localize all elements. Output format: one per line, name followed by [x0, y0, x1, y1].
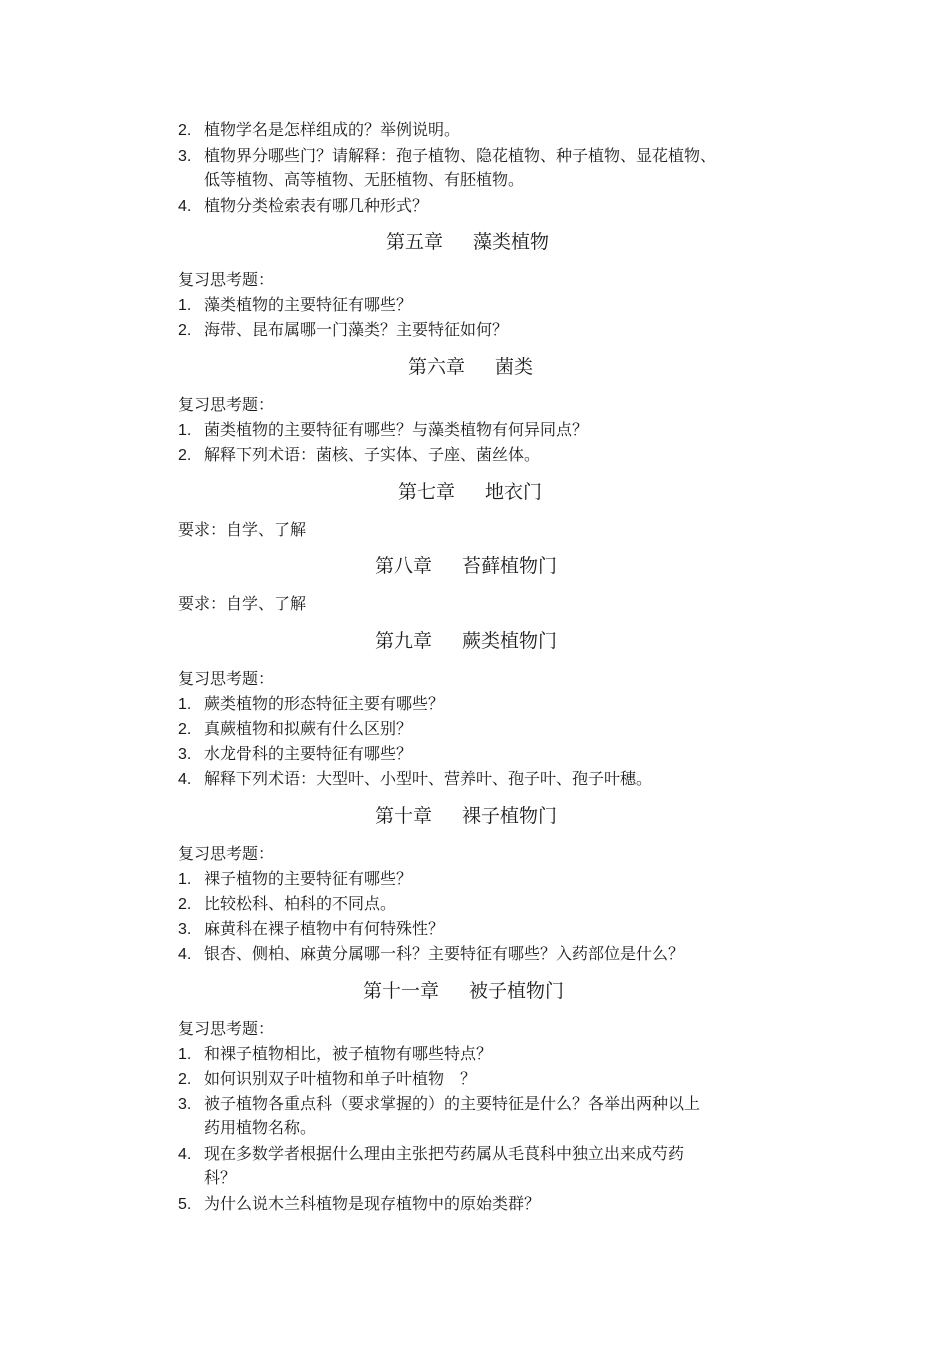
item-number: 1.	[178, 696, 192, 713]
list-item-continuation: 科？	[204, 1168, 237, 1187]
section-label: 复习思考题：	[178, 270, 275, 289]
item-number: 1.	[178, 1046, 192, 1063]
chapter-heading	[375, 629, 557, 653]
item-text: 如何识别双子叶植物和单子叶植物 ？	[204, 1069, 477, 1088]
item-number: 3.	[178, 746, 192, 763]
item-number: 3.	[178, 148, 192, 165]
list-item	[178, 146, 716, 167]
list-item	[178, 769, 652, 790]
section-label: 复习思考题：	[178, 1019, 275, 1038]
item-number: 4.	[178, 1146, 192, 1163]
item-text: 植物分类检索表有哪几种形式？	[204, 196, 429, 215]
chapter-title: 地衣门	[485, 481, 543, 503]
list-item	[178, 869, 412, 890]
item-number: 1.	[178, 871, 192, 888]
chapter-number: 第十一章	[363, 980, 440, 1002]
chapter-title: 菌类	[495, 356, 534, 378]
chapter-number: 第九章	[375, 630, 433, 652]
item-text: 藻类植物的主要特征有哪些？	[204, 295, 413, 314]
list-item	[178, 744, 412, 765]
chapter-number: 第八章	[375, 555, 433, 577]
item-text: 和裸子植物相比，被子植物有哪些特点？	[204, 1044, 493, 1063]
list-item	[178, 120, 460, 141]
item-number: 3.	[178, 921, 192, 938]
chapter-number: 第六章	[408, 356, 466, 378]
item-text: 蕨类植物的形态特征主要有哪些？	[204, 694, 445, 713]
list-item	[178, 420, 588, 441]
list-item	[178, 919, 444, 940]
list-item	[178, 894, 396, 915]
item-text: 解释下列术语：菌核、子实体、子座、菌丝体。	[204, 445, 541, 464]
list-item	[178, 1069, 476, 1090]
item-number: 2.	[178, 322, 192, 339]
chapter-title: 苔藓植物门	[462, 555, 558, 577]
chapter-title: 藻类植物	[473, 231, 550, 253]
requirement-text: 要求：自学、了解	[178, 520, 307, 539]
chapter-heading	[375, 554, 557, 578]
item-text: 比较松科、柏科的不同点。	[204, 894, 397, 913]
item-text: 海带、昆布属哪一门藻类？主要特征如何？	[204, 320, 509, 339]
item-text: 菌类植物的主要特征有哪些？与藻类植物有何异同点？	[204, 420, 589, 439]
item-text: 现在多数学者根据什么理由主张把芍药属从毛茛科中独立出来成芍药	[204, 1144, 685, 1163]
item-number: 1.	[178, 297, 192, 314]
list-item	[178, 1144, 684, 1165]
list-item	[178, 445, 540, 466]
list-item	[178, 1094, 700, 1115]
item-number: 2.	[178, 447, 192, 464]
requirement-text: 要求：自学、了解	[178, 594, 307, 613]
item-number: 5.	[178, 1196, 192, 1213]
item-number: 3.	[178, 1096, 192, 1113]
chapter-heading	[386, 230, 549, 254]
list-item	[178, 1044, 492, 1065]
chapter-number: 第七章	[398, 481, 456, 503]
chapter-number: 第十章	[375, 805, 433, 827]
list-item	[178, 694, 444, 715]
item-text: 被子植物各重点科（要求掌握的）的主要特征是什么？各举出两种以上	[204, 1094, 701, 1113]
list-item	[178, 944, 684, 965]
item-text: 植物界分哪些门？请解释：孢子植物、隐花植物、种子植物、显花植物、	[204, 146, 717, 165]
list-item-continuation: 低等植物、高等植物、无胚植物、有胚植物。	[204, 170, 525, 189]
item-number: 4.	[178, 198, 192, 215]
item-text: 为什么说木兰科植物是现存植物中的原始类群？	[204, 1194, 541, 1213]
list-item	[178, 1194, 540, 1215]
item-number: 2.	[178, 896, 192, 913]
list-item-continuation: 药用植物名称。	[204, 1118, 317, 1137]
chapter-heading	[363, 979, 564, 1003]
chapter-heading	[375, 804, 557, 828]
item-text: 裸子植物的主要特征有哪些？	[204, 869, 413, 888]
section-label: 复习思考题：	[178, 395, 275, 414]
item-text: 解释下列术语：大型叶、小型叶、营养叶、孢子叶、孢子叶穗。	[204, 769, 653, 788]
chapter-title: 蕨类植物门	[462, 630, 558, 652]
list-item	[178, 719, 412, 740]
chapter-title: 被子植物门	[469, 980, 565, 1002]
section-label: 复习思考题：	[178, 844, 275, 863]
item-number: 2.	[178, 1071, 192, 1088]
chapter-title: 裸子植物门	[462, 805, 558, 827]
chapter-number: 第五章	[386, 231, 444, 253]
item-number: 4.	[178, 946, 192, 963]
item-number: 4.	[178, 771, 192, 788]
item-text: 银杏、侧柏、麻黄分属哪一科？主要特征有哪些？入药部位是什么？	[204, 944, 685, 963]
chapter-heading	[408, 355, 533, 379]
item-text: 植物学名是怎样组成的？举例说明。	[204, 120, 461, 139]
item-text: 真蕨植物和拟蕨有什么区别？	[204, 719, 413, 738]
item-number: 2.	[178, 122, 192, 139]
item-text: 水龙骨科的主要特征有哪些？	[204, 744, 413, 763]
item-text: 麻黄科在裸子植物中有何特殊性？	[204, 919, 445, 938]
item-number: 1.	[178, 422, 192, 439]
section-label: 复习思考题：	[178, 669, 275, 688]
list-item	[178, 196, 428, 217]
chapter-heading	[398, 480, 542, 504]
list-item	[178, 320, 508, 341]
item-number: 2.	[178, 721, 192, 738]
list-item	[178, 295, 412, 316]
